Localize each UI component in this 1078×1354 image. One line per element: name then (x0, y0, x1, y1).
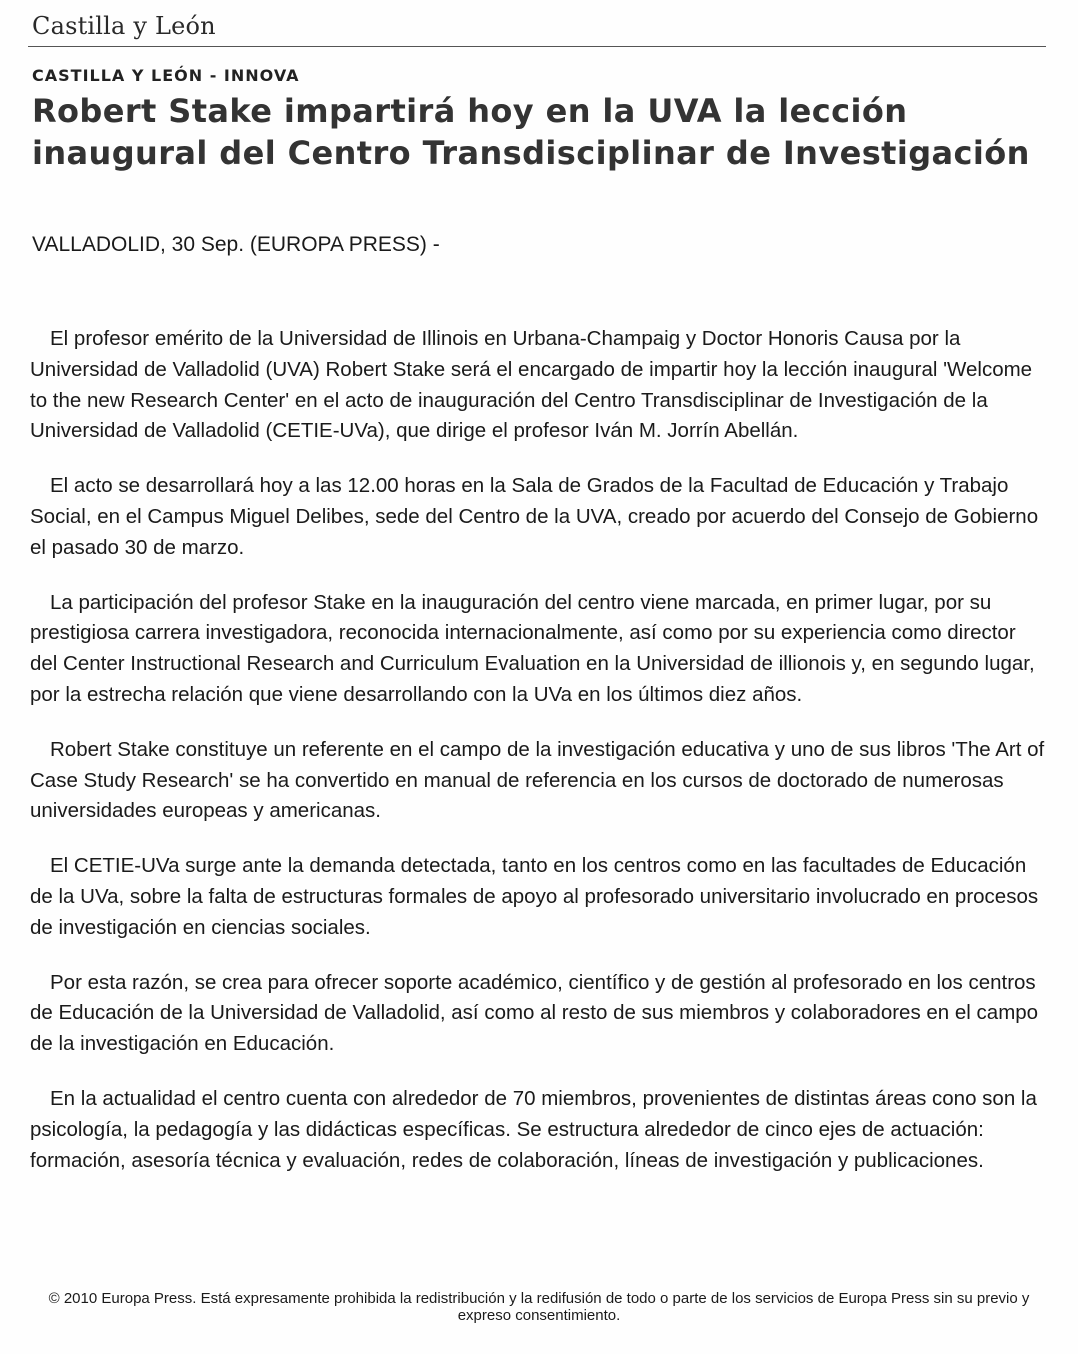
article-paragraph: El profesor emérito de la Universidad de Illinois en Urbana-Champaig y Doctor Honoris Causa por la Universidad de Valladolid (UVA) Robert Stake será el encargado de impartir hoy la lección inaugural 'Welcome to the new Research Center' en el acto de inauguración del Centro Transdisciplinar de Investigación de la Universidad de Valladolid (CETIE-UVa), que dirige el profesor Iván M. Jorrín Abellán. (30, 327, 1033, 443)
header-rule (28, 46, 1046, 47)
article-paragraph: El CETIE-UVa surge ante la demanda detectada, tanto en los centros como en las facultades de Educación de la UVa, sobre la falta de estructuras formales de apoyo al profesorado universitario involucrado en procesos de investigación en ciencias sociales. (30, 854, 1039, 939)
article-body (30, 324, 1046, 1200)
article-headline: Robert Stake impartirá hoy en la UVA la lección inaugural del Centro Transdisciplinar de Investigación (32, 92, 1030, 172)
article-paragraph: En la actualidad el centro cuenta con alrededor de 70 miembros, provenientes de distintas áreas cono son la psicología, la pedagogía y las didácticas específicas. Se estructura alrededor de cinco ejes de actuación: formación, asesoría técnica y evaluación, redes de colaboración, líneas de investigación y publicaciones. (30, 1086, 1037, 1172)
article-paragraph: Robert Stake constituye un referente en el campo de la investigación educativa y uno de sus libros 'The Art of Case Study Research' se ha convertido en manual de referencia en los cursos de doctorado de numerosas universidades europeas y americanas. (30, 737, 1045, 823)
article-paragraph: Por esta razón, se crea para ofrecer soporte académico, científico y de gestión al profesorado en los centros de Educación de la Universidad de Valladolid, así como al resto de sus miembros y colaboradores en el campo de la investigación en Educación. (30, 970, 1039, 1056)
article-paragraph: El acto se desarrollará hoy a las 12.00 horas en la Sala de Grados de la Facultad de Educación y Trabajo Social, en el Campus Miguel Delibes, sede del Centro de la UVA, creado por acuerdo del Consejo de Gobierno el pasado 30 de marzo. (30, 474, 1039, 559)
region-label: Castilla y León (32, 12, 216, 40)
article-paragraph: La participación del profesor Stake en la inauguración del centro viene marcada, en primer lugar, por su prestigiosa carrera investigadora, reconocida internacionalmente, así como por su experiencia como director del Center Instructional Research and Curriculum Evaluation en la Universidad de illionois y, en segundo lugar, por la estrecha relación que viene desarrollando con la UVa en los últimos diez años. (30, 590, 1035, 706)
article-dateline: VALLADOLID, 30 Sep. (EUROPA PRESS) - (32, 233, 440, 256)
copyright-footer: © 2010 Europa Press. Está expresamente prohibida la redistribución y la redifusión de todo o parte de los servicios de Europa Press sin su previo y expreso consentimiento. (48, 1290, 1030, 1324)
section-kicker: CASTILLA Y LEÓN - INNOVA (32, 66, 300, 85)
